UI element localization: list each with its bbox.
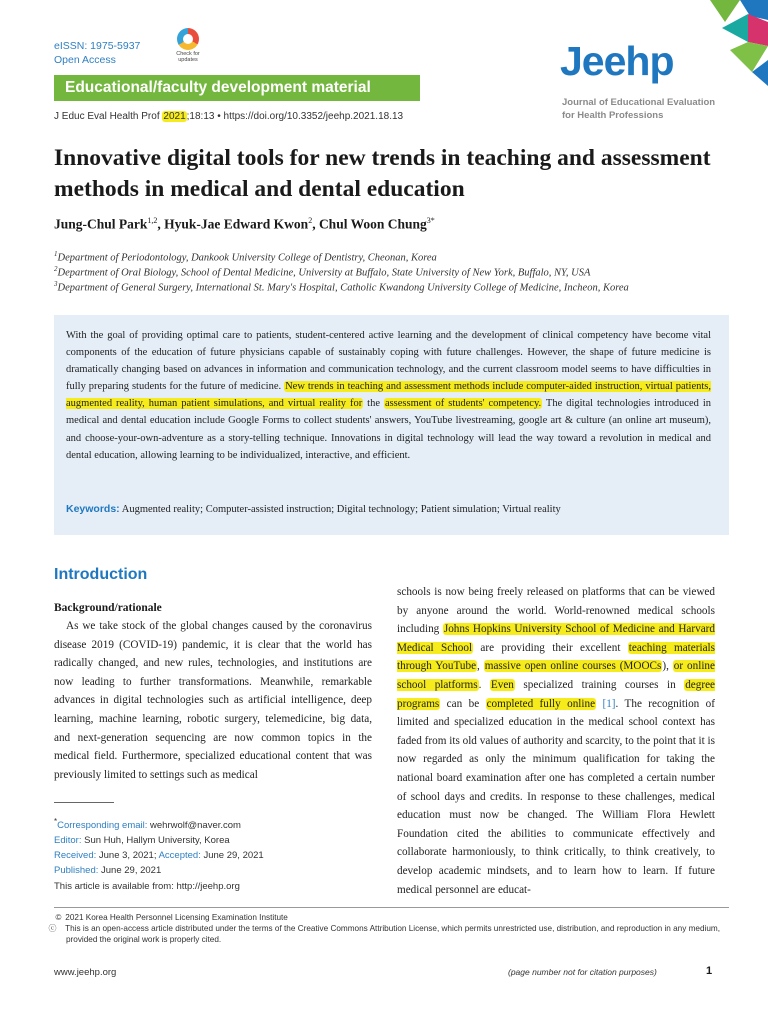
highlighted-text: New trends in teaching and assessment methods include computer-aided instruction, virtual patients, augmented reality, human patient simulations, and virtual reality for [66,381,711,410]
body-text: schools is now being freely released on platforms that can be viewed by anyone around the world. World-renowned medical schools including [397,586,715,636]
section-heading-introduction: Introduction [54,566,148,583]
body-text: , [477,660,484,673]
body-text: specialized training courses in [514,678,685,691]
license-block [48,912,734,945]
citation-prefix: J Educ Eval Health Prof [54,111,163,122]
copyright-icon: © [55,913,62,922]
citation-doi[interactable]: ;18:13 • https://doi.org/10.3352/jeehp.2021.18.13 [186,111,404,122]
author-name: Hyuk-Jae Edward Kwon [164,216,309,232]
affiliation-1: $^1$Department of Periodontology, Dankook University College of Dentistry, Cheonan, Korea [54,250,437,264]
affiliation-2: $^2$Department of Oral Biology, School of Dental Medicine, University at Buffalo, State University of New York, Buffalo, NY, USA [54,265,591,279]
keywords-list: Augmented reality; Computer-assisted instruction; Digital technology; Patient simulation; Virtual reality [119,504,561,515]
author-name: Jung-Chul Park [54,216,148,232]
journal-name-line1: Journal of Educational Evaluation [562,97,716,108]
journal-logo: Jeehp [560,38,674,84]
body-text: ), [662,660,673,673]
cc-license-line: ⓒ This is an open-access article distributed under the terms of the Creative Commons Attribution License, which permits unrestricted use, distribution, and reproduction in any medium, provided the original work is properly cited. [48,924,720,944]
check-updates-icon [177,28,199,50]
copyright-line: © 2021 Korea Health Personnel Licensing Examination Institute [55,913,288,922]
footnote-divider [54,802,114,803]
highlighted-text: teaching materials through YouTube [397,641,715,673]
body-text: . [478,678,490,691]
keywords-label: Keywords: [66,503,120,515]
citation-year: 2021 [163,111,186,122]
license-divider [54,907,729,908]
subsection-heading-background: Background/rationale [54,602,162,614]
footer-note: (page number not for citation purposes) [508,967,657,977]
author-affiliation-sup: 3* [426,216,435,225]
author-affiliation-sup: 1,2 [147,216,158,225]
keywords [66,503,711,515]
check-for-updates-badge[interactable] [173,28,203,66]
reference-link[interactable]: [1] [602,697,616,710]
open-access-label: Open Access [54,54,116,66]
logo-shapes-icon [700,0,768,90]
author-affiliation-sup: 2 [308,216,313,225]
author-name: Chul Woon Chung [318,216,427,232]
body-text: . The recognition of limited and specialized education in the medical school context has faded from its old values of authority and scarcity, to the point that it is now regarded as only the minimum qualification for taking the national board examination after one has completed a certain number of school days and credits. In response to these challenges, medical education must now be changed. The William Flora Hewlett Foundation cited the abilities to communicate effectively and collaborate harmoniously, to think critically, to think creatively, to develop academic mindsets, and to learn how to learn. If future medical personnel are educat- [397,697,715,896]
check-updates-caption: Check for updates [176,51,200,63]
author-list: Jung-Chul Park$^{1,2}$, Hyuk-Jae Edward Kwon$^2$, Chul Woon Chung$^{3*}$ [54,216,435,232]
editor-line: Editor: Sun Huh, Hallym University, Korea [54,835,230,847]
article-type-banner: Educational/faculty development material [54,75,420,101]
page-number: 1 [706,965,713,977]
left-column-text: As we take stock of the global changes caused by the coronavirus disease 2019 (COVID-19) pandemic, it is clear that the world has radically changed, and new rules, technologies, and institutions are now leading to further transformations. Meanwhile, remarkable advances in digital technologies such as artificial intelligence, deep learning, machine learning, robotic surgery, telemedicine, big data, and next-generation sequencing are now common topics in the medical field. Furthermore, specialized educational content that was previously limited to settings such as medical [54,620,372,781]
citation-line [54,111,403,122]
footer-url[interactable]: www.jeehp.org [54,967,117,978]
highlighted-text: Johns Hopkins University School of Medicine and Harvard Medical School [397,623,715,654]
dates-line: Received: June 3, 2021; Accepted: June 29, 2021 [54,850,264,862]
footnotes [54,814,264,894]
body-text: can be [440,697,486,710]
journal-name [562,96,762,122]
availability-line: This article is available from: http://jeehp.org [54,880,240,892]
highlighted-text: assessment of students' competency. [384,398,542,410]
highlighted-text: massive open online courses (MOOCs [484,660,662,673]
creative-commons-icon: ⓒ [48,924,57,933]
corresponding-email: *Corresponding email: wehrwolf@naver.com [54,817,241,832]
eissn: eISSN: 1975-5937 [54,40,141,52]
highlighted-text: completed fully online [486,697,596,710]
published-line: Published: June 29, 2021 [54,865,162,877]
affiliation-3: $^3$Department of General Surgery, International St. Mary's Hospital, Catholic Kwandong University College of Medicine, Incheon, Korea [54,280,629,294]
highlighted-text: Even [490,678,514,691]
highlighted-text: degree programs [397,678,715,710]
body-text: are providing their excellent [473,641,628,654]
highlighted-text: or online school platforms [397,660,715,691]
right-column-text [397,583,715,899]
abstract-text: With the goal of providing optimal care to patients, student-centered active learning and the development of clinical competency have become vital components of the education of future physicians capable of sustainably coping with future challenges. However, the shape of future medicine is dramatically changing based on advances in information and communication technology, and the current classroom model seems to have difficulties in fully preparing students for the future of medicine. New trends in teaching and assessment methods include computer-aided instruction, virtual patients, augmented reality, human patient simulations, and virtual reality for the assessment of students' competency. The digital technologies introduced in medical and dental education include Google Forms to collect students' answers, YouTube livestreaming, google art & culture (an online art museum), and choose-your-own-adventure as a story-telling technique. Innovations in digital technology will lead the way toward a revolution in medical and dental education, allowing learning to be individualized, interactive, and efficient. [66,330,712,461]
paper-title: Innovative digital tools for new trends in teaching and assessment methods in medical and dental education [54,145,711,202]
journal-name-line2: for Health Professions [562,110,664,121]
